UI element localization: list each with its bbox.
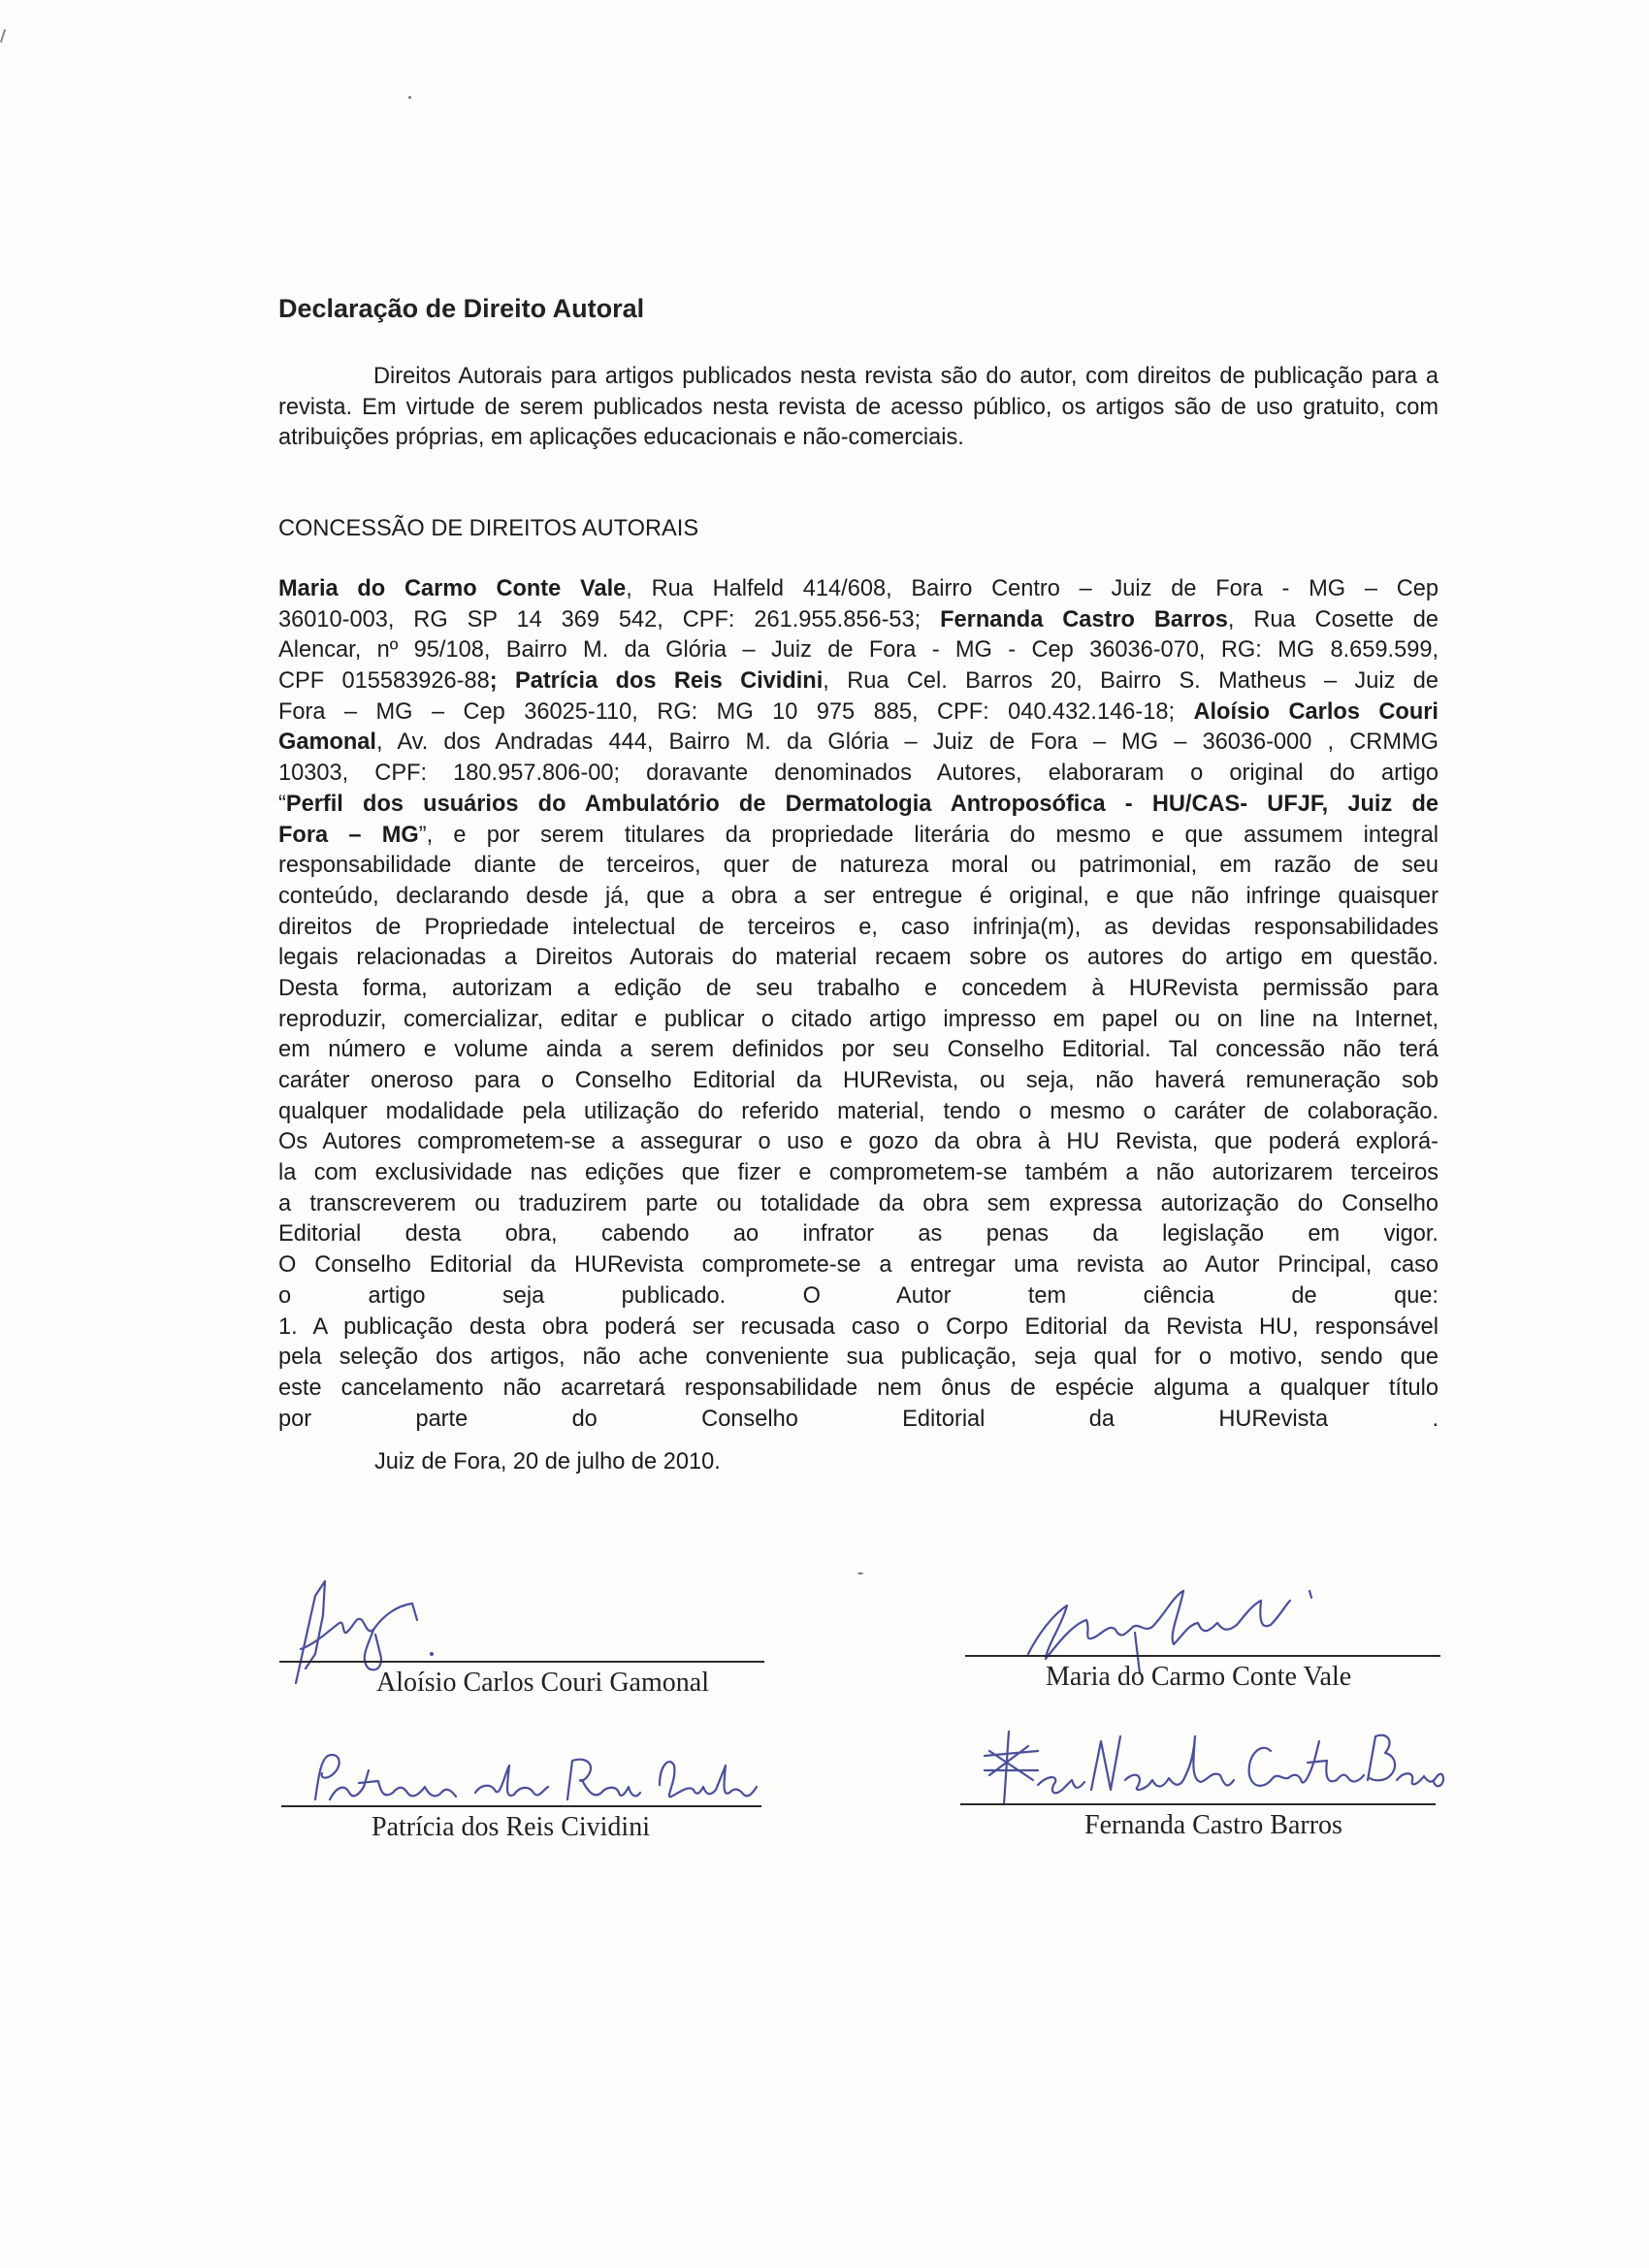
paragraph-line <box>278 574 1439 605</box>
text: Fora – MG – Cep 36025-110, RG: MG 10 975 885, CPF: 040.432.146-18; <box>278 698 1194 725</box>
text: o artigo seja publicado. O Autor tem ciência de que: <box>278 1282 1439 1309</box>
paragraph-line <box>278 728 1439 759</box>
paragraph-line <box>278 821 1439 852</box>
signature-line <box>281 1805 761 1807</box>
bold-text: Fora – MG <box>278 822 419 848</box>
paragraph-line <box>278 1374 1439 1405</box>
document-title: Declaração de Direito Autoral <box>278 294 645 323</box>
paragraph-line <box>278 1158 1439 1189</box>
date-line: Juiz de Fora, 20 de julho de 2010. <box>374 1449 721 1474</box>
signer-name: Maria do Carmo Conte Vale <box>1046 1662 1352 1692</box>
scan-mark <box>0 29 6 43</box>
paragraph-line <box>278 1035 1439 1066</box>
bold-text: ; Patrícia dos Reis Cividini <box>489 668 824 695</box>
paragraph-line <box>278 1281 1439 1312</box>
paragraph-line <box>278 1219 1439 1250</box>
signer-name: Patrícia dos Reis Cividini <box>372 1812 650 1842</box>
paragraph-line <box>278 974 1439 1005</box>
text: , Av. dos Andradas 444, Bairro M. da Glória – Juiz de Fora – MG – 36036-000 , CRMMG <box>375 729 1439 756</box>
text: 1. A publicação desta obra poderá ser recusada caso o Corpo Editorial da Revista HU, responsável <box>278 1313 1439 1340</box>
paragraph-line <box>278 1005 1439 1036</box>
concession-paragraph <box>278 574 1439 1435</box>
bold-text: Fernanda Castro Barros <box>940 606 1228 632</box>
signer-name: Aloísio Carlos Couri Gamonal <box>376 1668 709 1698</box>
paragraph-line <box>278 882 1439 913</box>
text: em número e volume ainda a serem definidos por seu Conselho Editorial. Tal concessão não terá <box>278 1037 1439 1063</box>
text: legais relacionadas a Direitos Autorais do material recaem sobre os autores do artigo em questão. <box>278 945 1439 971</box>
text: a transcreverem ou traduzirem parte ou totalidade da obra sem expressa autorização do Conselho <box>278 1190 1439 1216</box>
text: , Rua Halfeld 414/608, Bairro Centro – Juiz de Fora - MG – Cep <box>626 576 1439 601</box>
paragraph-line <box>278 666 1439 697</box>
paragraph-line <box>278 759 1439 790</box>
text: O Conselho Editorial da HURevista compromete-se a entregar uma revista ao Autor Principal, caso <box>278 1252 1439 1279</box>
scan-speck <box>408 96 411 99</box>
signer-name: Fernanda Castro Barros <box>1084 1810 1342 1840</box>
text: pela seleção dos artigos, não ache conveniente sua publicação, seja qual for o motivo, sendo que <box>278 1345 1439 1371</box>
signature-line <box>279 1661 764 1663</box>
signature-patricia <box>310 1746 776 1814</box>
text: por parte do Conselho Editorial da HURevista . <box>278 1406 1439 1432</box>
bold-text: Aloísio Carlos Couri <box>1193 698 1439 725</box>
text: qualquer modalidade pela utilização do referido material, tendo o mesmo o caráter de colaboração. <box>278 1098 1439 1124</box>
text: Desta forma, autorizam a edição de seu trabalho e concedem à HURevista permissão para <box>278 975 1439 1001</box>
paragraph-line <box>278 851 1439 882</box>
paragraph-line <box>278 1127 1439 1158</box>
paragraph-line <box>278 1097 1439 1128</box>
text: Os Autores comprometem-se a assegurar o uso e gozo da obra à HU Revista, que poderá explorá- <box>278 1129 1439 1155</box>
text: direitos de Propriedade intelectual de terceiros e, caso infrinja(m), as devidas responsabilidades <box>278 914 1439 940</box>
bold-text: Maria do Carmo Conte Vale <box>278 576 627 601</box>
paragraph-line <box>278 1066 1439 1097</box>
text: “ <box>278 791 286 817</box>
paragraph-line <box>278 1250 1439 1281</box>
text: 10303, CPF: 180.957.806-00; doravante denominados Autores, elaboraram o original do artigo <box>278 761 1439 787</box>
text: ”, e por serem titulares da propriedade literária do mesmo e que assumem integral <box>418 822 1439 848</box>
paragraph-line <box>278 635 1439 666</box>
bold-text: Perfil dos usuários do Ambulatório de Dermatologia Antroposófica - HU/CAS- UFJF, Juiz de <box>285 791 1439 817</box>
text: caráter oneroso para o Conselho Editorial da HURevista, ou seja, não haverá remuneração sob <box>278 1068 1439 1093</box>
text: la com exclusividade nas edições que fizer e comprometem-se também a não autorizarem terceiros <box>278 1160 1439 1186</box>
paragraph-line <box>278 790 1439 821</box>
paragraph-line <box>278 943 1439 974</box>
paragraph-line <box>278 1405 1439 1436</box>
paragraph-line <box>278 1343 1439 1374</box>
text: Editorial desta obra, cabendo ao infrator as penas da legislação em vigor. <box>278 1221 1439 1247</box>
paragraph-line <box>278 1189 1439 1220</box>
text: 36010-003, RG SP 14 369 542, CPF: 261.955.856-53; <box>278 606 941 632</box>
signature-line <box>965 1655 1440 1657</box>
section-heading: CONCESSÃO DE DIREITOS AUTORAIS <box>278 516 699 541</box>
paragraph-line <box>278 605 1439 636</box>
text: responsabilidade diante de terceiros, quer de natureza moral ou patrimonial, em razão de seu <box>278 853 1439 879</box>
bold-text: Gamonal <box>278 729 376 756</box>
text: reproduzir, comercializar, editar e publicar o citado artigo impresso em papel ou on line na Internet, <box>278 1006 1439 1032</box>
paragraph-line <box>278 697 1439 729</box>
text: este cancelamento não acarretará responsabilidade nem ônus de espécie alguma a qualquer título <box>278 1375 1439 1401</box>
paragraph-line <box>278 913 1439 944</box>
paragraph-line <box>278 1312 1439 1344</box>
text: CPF 015583926-88 <box>278 668 490 695</box>
intro-paragraph: Direitos Autorais para artigos publicados nesta revista são do autor, com direitos de publicação para a revista. Em virtude de serem publicados nesta revista de acesso público, os artigos são de uso gratuito, com atribuições próprias, em aplicações educacionais e não-comerciais. <box>278 364 1439 451</box>
scan-speck <box>857 1572 863 1574</box>
text: Alencar, nº 95/108, Bairro M. da Glória – Juiz de Fora - MG - Cep 36036-070, RG: MG 8.659.599, <box>278 637 1439 664</box>
text: , Rua Cosette de <box>1227 606 1439 632</box>
text: conteúdo, declarando desde já, que a obra a ser entregue é original, e que não infringe quaisquer <box>278 883 1439 909</box>
signature-line <box>960 1803 1436 1805</box>
text: , Rua Cel. Barros 20, Bairro S. Matheus – Juiz de <box>823 668 1439 695</box>
